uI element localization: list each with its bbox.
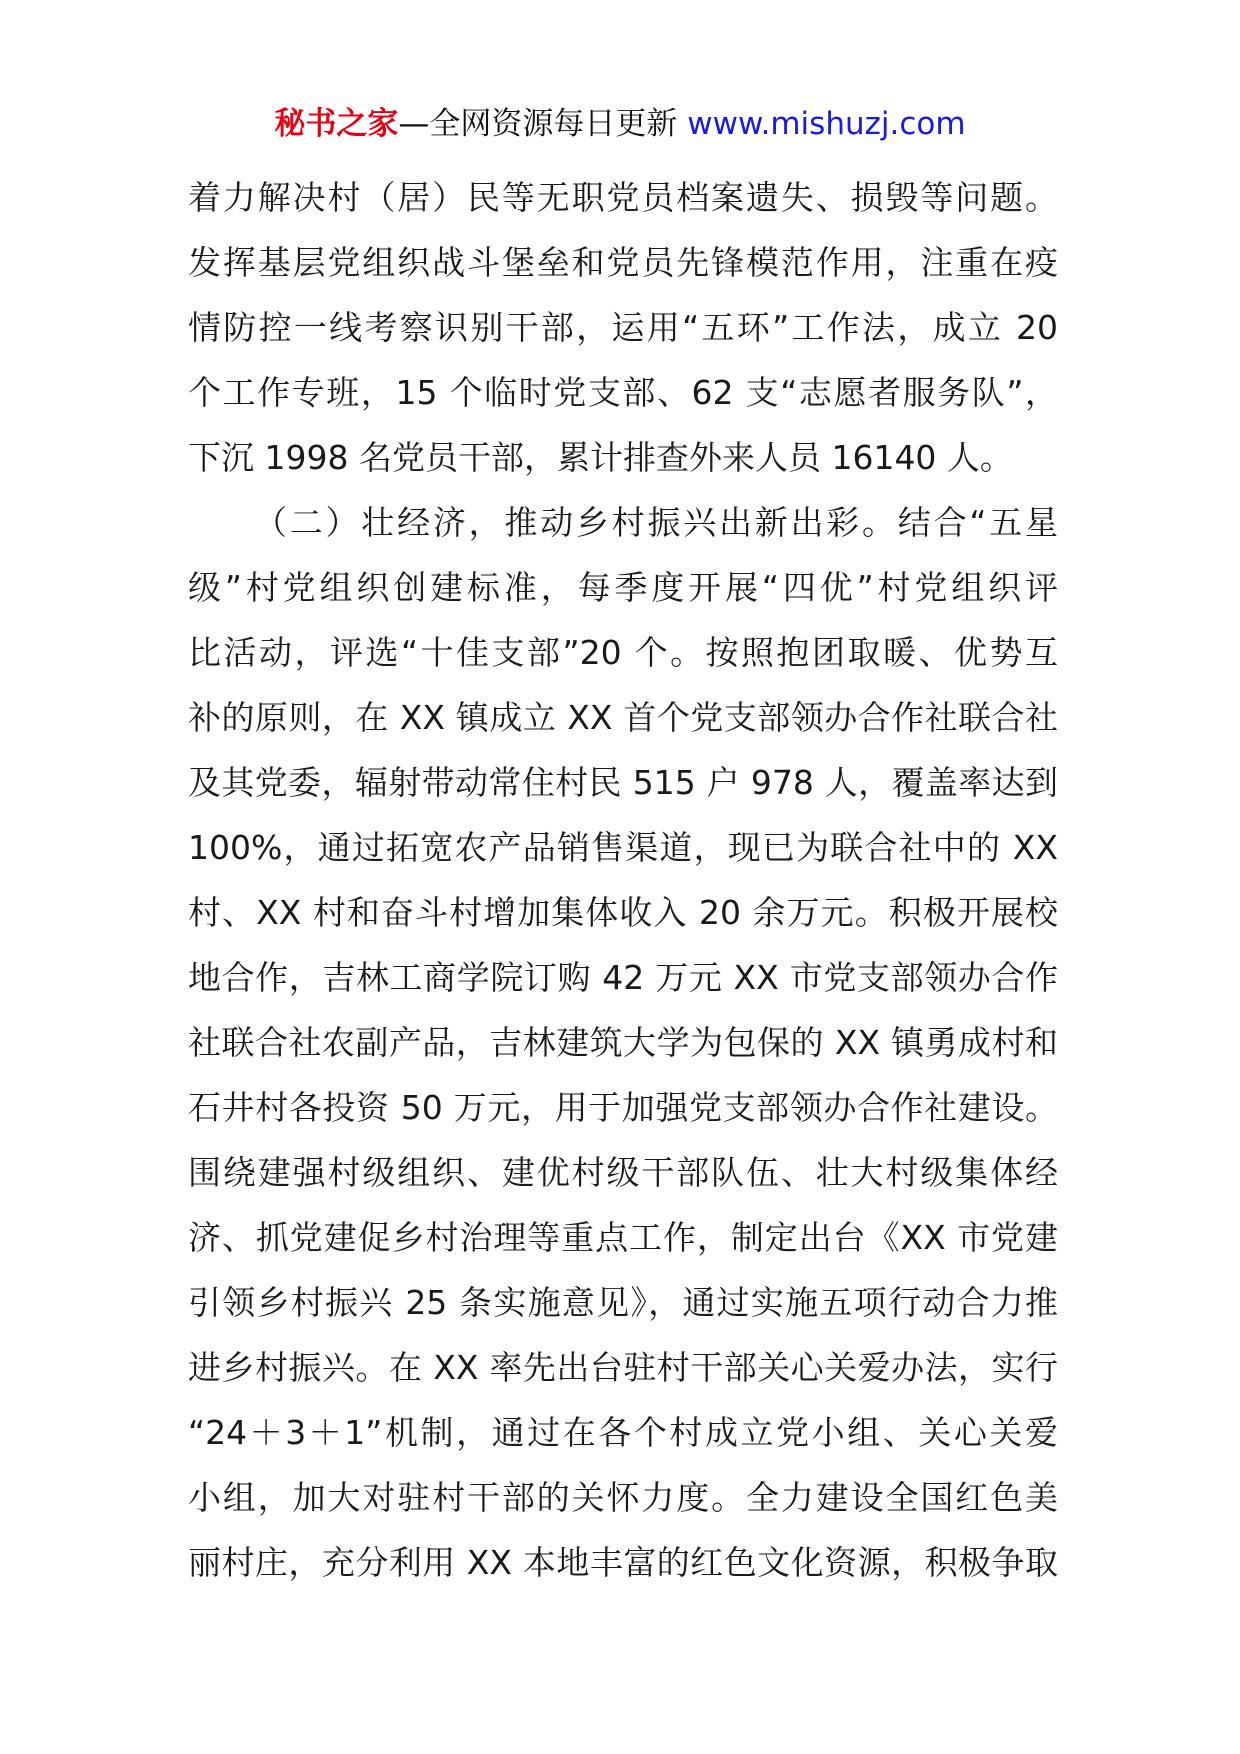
page-header (0, 104, 1240, 144)
text-line: 济、抓党建促乡村治理等重点工作，制定出台《XX 市党建 (188, 1218, 1058, 1257)
text-line: 个工作专班，15 个临时党支部、62 支“志愿者服务队”， (188, 373, 1058, 412)
section-heading-line: （二）壮经济，推动乡村振兴出新出彩。结合“五星 (254, 503, 1058, 542)
text-line: 级”村党组织创建标准，每季度开展“四优”村党组织评 (188, 568, 1058, 607)
document-body (188, 165, 1058, 1595)
text-line: 村、XX 村和奋斗村增加集体收入 20 余万元。积极开展校 (188, 893, 1058, 932)
text-line: 地合作，吉林工商学院订购 42 万元 XX 市党支部领办合作 (188, 958, 1058, 997)
text-line: 补的原则，在 XX 镇成立 XX 首个党支部领办合作社联合社 (188, 698, 1058, 737)
text-line: 社联合社农副产品，吉林建筑大学为包保的 XX 镇勇成村和 (188, 1023, 1058, 1062)
text-line: 小组，加大对驻村干部的关怀力度。全力建设全国红色美 (188, 1478, 1058, 1517)
text-line: 引领乡村振兴 25 条实施意见》，通过实施五项行动合力推 (188, 1283, 1058, 1322)
brand-name: 秘书之家 (274, 106, 399, 142)
text-line: 丽村庄，充分利用 XX 本地丰富的红色文化资源，积极争取 (188, 1543, 1058, 1582)
text-line: 情防控一线考察识别干部，运用“五环”工作法，成立 20 (188, 308, 1058, 347)
text-line: 着力解决村（居）民等无职党员档案遗失、损毁等问题。 (188, 178, 1058, 217)
text-line: “24＋3＋1”机制，通过在各个村成立党小组、关心关爱 (188, 1413, 1058, 1452)
text-line: 进乡村振兴。在 XX 率先出台驻村干部关心关爱办法，实行 (188, 1348, 1058, 1387)
text-line: 发挥基层党组织战斗堡垒和党员先锋模范作用，注重在疫 (188, 243, 1058, 282)
text-line: 100%，通过拓宽农产品销售渠道，现已为联合社中的 XX (188, 828, 1058, 867)
text-line: 围绕建强村级组织、建优村级干部队伍、壮大村级集体经 (188, 1153, 1058, 1192)
text-line: 下沉 1998 名党员干部，累计排查外来人员 16140 人。 (188, 438, 1013, 477)
text-line: 石井村各投资 50 万元，用于加强党支部领办合作社建设。 (188, 1088, 1058, 1127)
text-line: 及其党委，辐射带动常住村民 515 户 978 人，覆盖率达到 (188, 763, 1058, 802)
text-line: 比活动，评选“十佳支部”20 个。按照抱团取暖、优势互 (188, 633, 1058, 672)
header-slogan: —全网资源每日更新 (398, 106, 678, 142)
website-link[interactable]: www.mishuzj.com (687, 106, 966, 142)
